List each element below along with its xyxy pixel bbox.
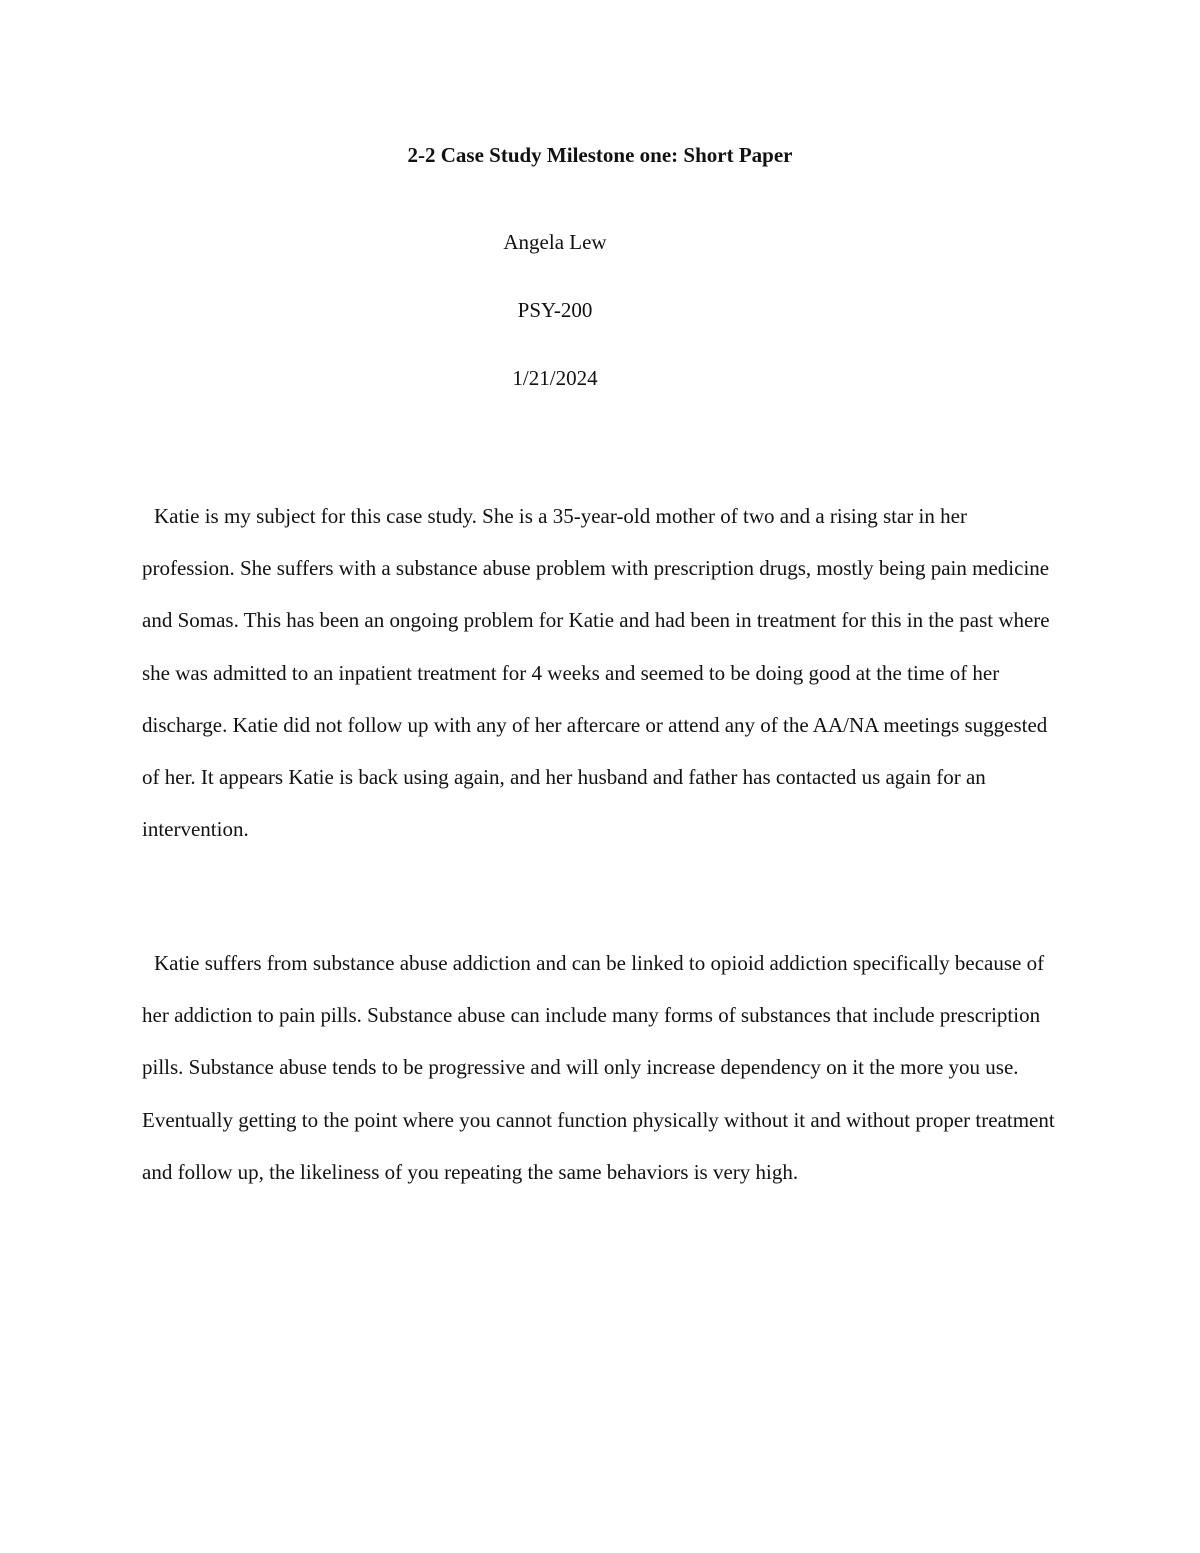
body-paragraph-1: Katie is my subject for this case study. She is a 35-year-old mother of two and a rising star in her profession. She suffers with a substance abuse problem with prescription drugs, mostly being pain medicine and Somas. This has been an ongoing problem for Katie and had been in treatment for this in the past where she was admitted to an inpatient treatment for 4 weeks and seemed to be doing good at the time of her discharge. Katie did not follow up with any of her aftercare or attend any of the AA/NA meetings suggested of her. It appears Katie is back using again, and her husband and father has contacted us again for an intervention. xyxy=(142,504,1050,842)
course-code: PSY-200 xyxy=(517,298,593,322)
body-paragraph-2: Katie suffers from substance abuse addiction and can be linked to opioid addiction specifically because of her addiction to pain pills. Substance abuse can include many forms of substances that include prescription pills. Substance abuse tends to be progressive and will only increase dependency on it the more you use. Eventually getting to the point where you cannot function physically without it and without proper treatment and follow up, the likeliness of you repeating the same behaviors is very high. xyxy=(142,951,1055,1184)
document-date: 1/21/2024 xyxy=(512,366,598,390)
author-name: Angela Lew xyxy=(503,230,607,254)
page-title: 2-2 Case Study Milestone one: Short Paper xyxy=(407,143,793,167)
